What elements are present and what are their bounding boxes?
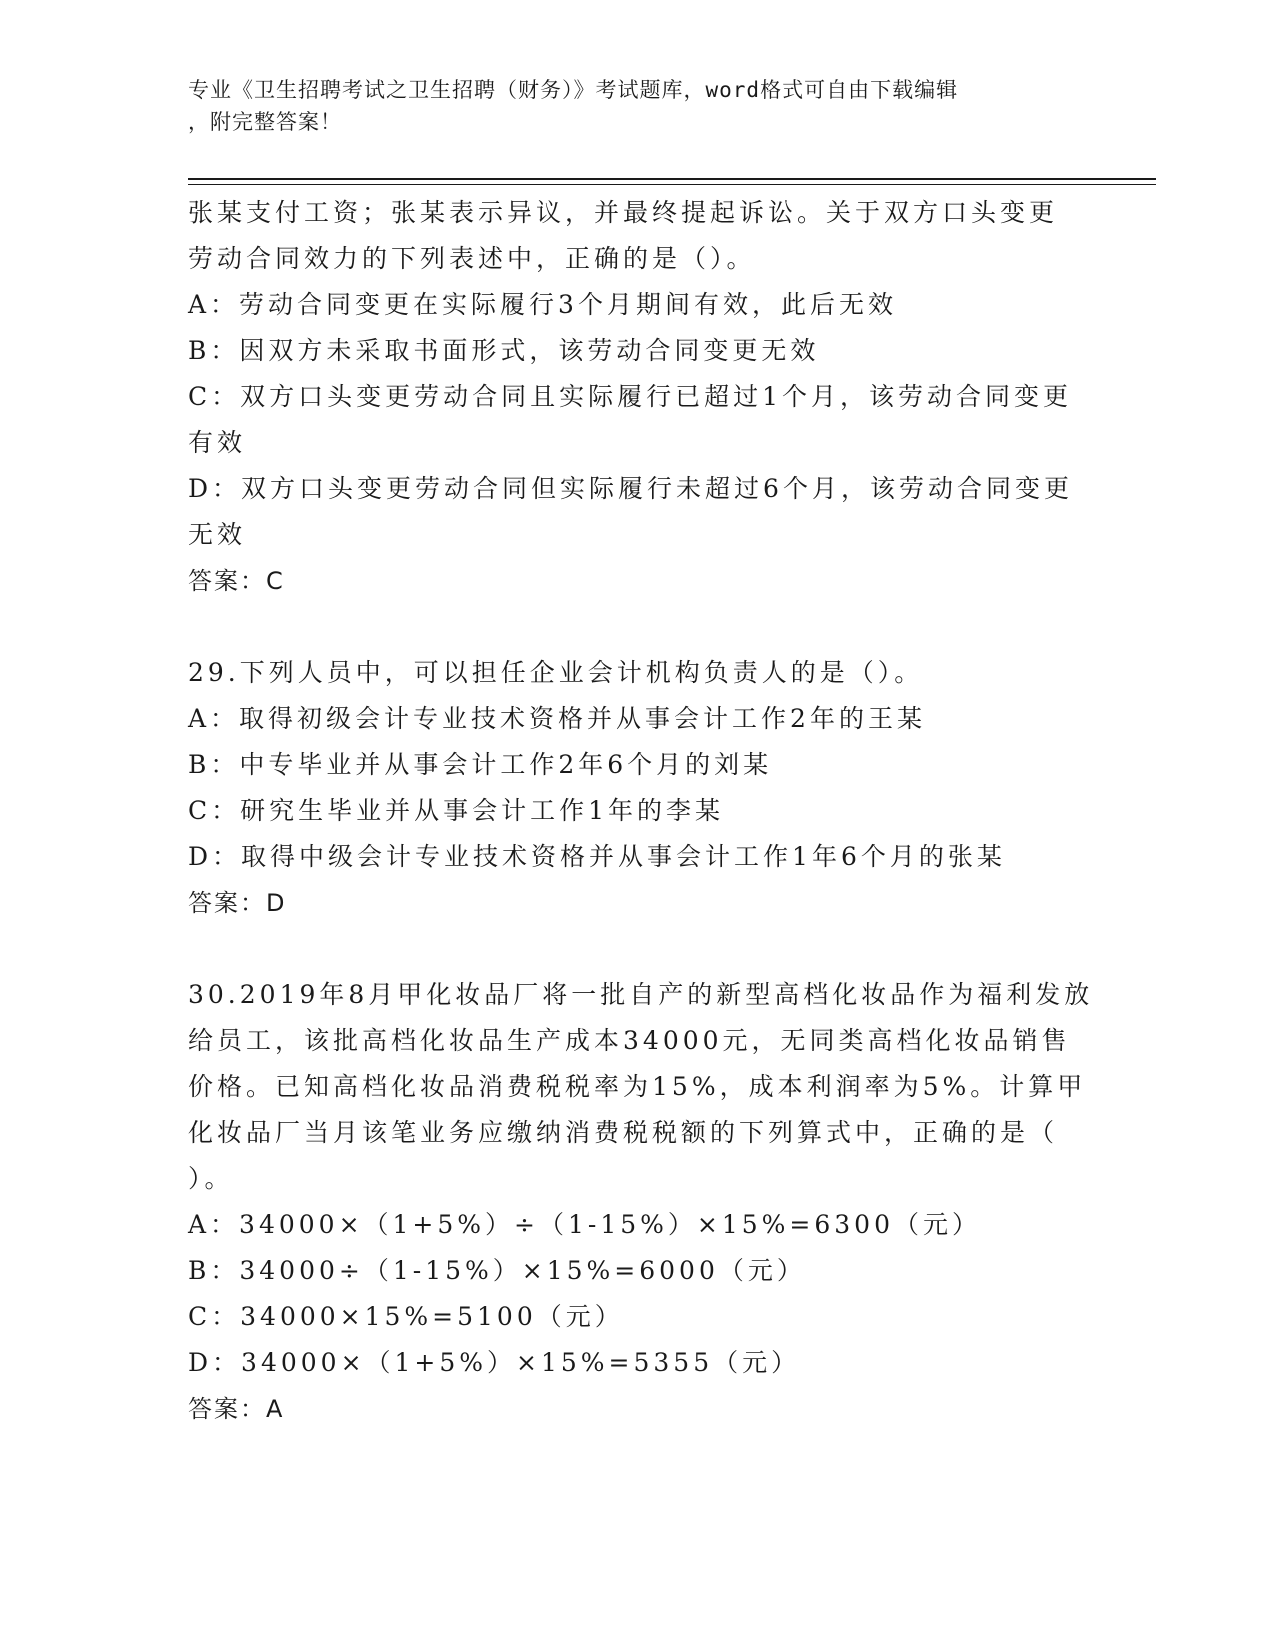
option-b: B：中专毕业并从事会计工作2年6个月的刘某	[188, 750, 773, 779]
option-c: C：34000×15%=5100（元）	[188, 1302, 624, 1331]
question-28	[188, 190, 1088, 604]
option-c: C：研究生毕业并从事会计工作1年的李某	[188, 796, 725, 825]
option-a: A：劳动合同变更在实际履行3个月期间有效，此后无效	[188, 290, 897, 319]
option-c-continued: 有效	[188, 428, 247, 457]
question-stem-line: 给员工，该批高档化妆品生产成本34000元，无同类高档化妆品销售	[188, 1026, 1071, 1055]
option-d-continued: 无效	[188, 520, 247, 549]
option-d: D：双方口头变更劳动合同但实际履行未超过6个月，该劳动合同变更	[188, 474, 1073, 503]
option-b: B：34000÷（1-15%）×15%=6000（元）	[188, 1256, 806, 1285]
question-stem-line: 30.2019年8月甲化妆品厂将一批自产的新型高档化妆品作为福利发放	[188, 980, 1094, 1009]
question-stem-line: 劳动合同效力的下列表述中，正确的是（）。	[188, 244, 756, 273]
question-stem-line: 价格。已知高档化妆品消费税税率为15%，成本利润率为5%。计算甲	[188, 1072, 1087, 1101]
question-30	[188, 972, 1094, 1432]
option-a: A：34000×（1+5%）÷（1-15%）×15%=6300（元）	[188, 1210, 981, 1239]
answer-label: 答案：C	[188, 567, 285, 595]
option-d: D：34000×（1+5%）×15%=5355（元）	[188, 1348, 801, 1377]
header-divider-thin	[188, 184, 1156, 185]
spacer	[188, 926, 1088, 972]
option-d: D：取得中级会计专业技术资格并从事会计工作1年6个月的张某	[188, 842, 1006, 871]
question-stem: 29.下列人员中，可以担任企业会计机构负责人的是（）。	[188, 658, 924, 687]
header-line-2: ，附完整答案！	[188, 110, 342, 134]
header-line-1: 专业《卫生招聘考试之卫生招聘（财务）》考试题库，word格式可自由下载编辑	[188, 78, 959, 102]
spacer	[188, 604, 1088, 650]
question-stem-line: 张某支付工资；张某表示异议，并最终提起诉讼。关于双方口头变更	[188, 198, 1059, 227]
answer-label: 答案：D	[188, 889, 287, 917]
question-stem-line: ）。	[188, 1164, 234, 1193]
header-divider-thick	[188, 178, 1156, 180]
answer-label: 答案：A	[188, 1395, 285, 1423]
option-a: A：取得初级会计专业技术资格并从事会计工作2年的王某	[188, 704, 926, 733]
question-29	[188, 650, 1088, 926]
question-content	[188, 190, 1094, 1432]
question-stem-line: 化妆品厂当月该笔业务应缴纳消费税税额的下列算式中，正确的是（	[188, 1118, 1059, 1147]
page-header	[188, 74, 1068, 138]
option-c: C：双方口头变更劳动合同且实际履行已超过1个月，该劳动合同变更	[188, 382, 1073, 411]
option-b: B：因双方未采取书面形式，该劳动合同变更无效	[188, 336, 820, 365]
